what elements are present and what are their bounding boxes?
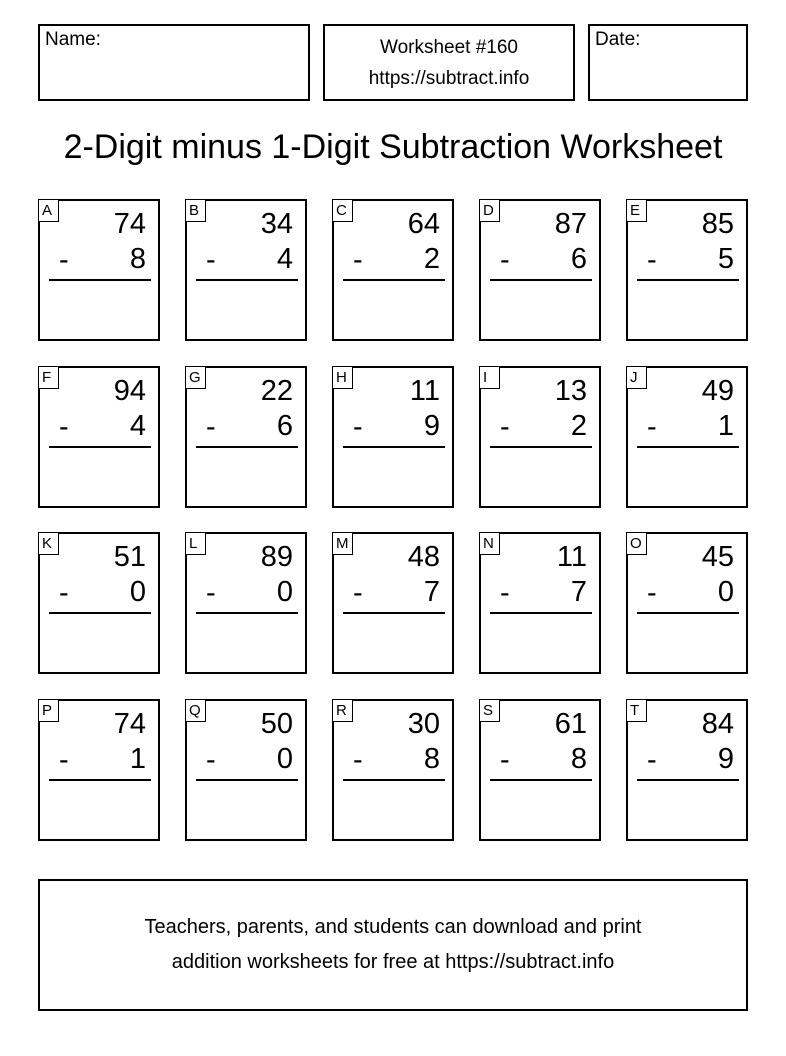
problem-subtrahend: 0: [717, 576, 734, 608]
answer-line: [490, 279, 592, 281]
problem-subtrahend: 2: [570, 410, 587, 442]
problem-card[interactable]: [332, 366, 454, 508]
problem-minuend: 74: [113, 708, 146, 740]
minus-sign: -: [647, 244, 657, 276]
problem-subtrahend: 8: [423, 743, 440, 775]
problem-card[interactable]: [626, 699, 748, 841]
minus-sign: -: [353, 244, 363, 276]
problem-card[interactable]: [479, 199, 601, 341]
problem-letter: N: [479, 532, 500, 555]
problem-card[interactable]: [38, 366, 160, 508]
problem-card[interactable]: [626, 366, 748, 508]
answer-line: [196, 779, 298, 781]
minus-sign: -: [353, 411, 363, 443]
minus-sign: -: [206, 244, 216, 276]
footer-line-1: Teachers, parents, and students can download and print: [144, 916, 642, 938]
problem-letter: H: [332, 366, 353, 389]
minus-sign: -: [647, 411, 657, 443]
problem-letter: O: [626, 532, 647, 555]
problem-letter: M: [332, 532, 353, 555]
minus-sign: -: [500, 577, 510, 609]
problem-minuend: 84: [701, 708, 734, 740]
answer-line: [343, 612, 445, 614]
answer-line: [490, 446, 592, 448]
minus-sign: -: [59, 411, 69, 443]
problem-minuend: 48: [407, 541, 440, 573]
problem-minuend: 22: [260, 375, 293, 407]
answer-line: [490, 612, 592, 614]
answer-line: [49, 779, 151, 781]
minus-sign: -: [59, 244, 69, 276]
problem-subtrahend: 6: [276, 410, 293, 442]
answer-line: [49, 279, 151, 281]
problem-card[interactable]: [479, 699, 601, 841]
problem-card[interactable]: [626, 199, 748, 341]
problem-minuend: 87: [554, 208, 587, 240]
problem-letter: C: [332, 199, 353, 222]
problem-minuend: 11: [556, 541, 587, 573]
problem-card[interactable]: [479, 366, 601, 508]
page-title: 2-Digit minus 1-Digit Subtraction Worksheet: [63, 128, 723, 166]
minus-sign: -: [353, 744, 363, 776]
problem-subtrahend: 8: [129, 243, 146, 275]
answer-line: [49, 446, 151, 448]
problem-minuend: 30: [407, 708, 440, 740]
answer-line: [490, 779, 592, 781]
problem-subtrahend: 0: [129, 576, 146, 608]
minus-sign: -: [353, 577, 363, 609]
problem-card[interactable]: [332, 199, 454, 341]
answer-line: [196, 446, 298, 448]
problem-minuend: 50: [260, 708, 293, 740]
answer-line: [343, 779, 445, 781]
answer-line: [343, 279, 445, 281]
problem-subtrahend: 7: [570, 576, 587, 608]
problem-minuend: 49: [701, 375, 734, 407]
problem-minuend: 34: [260, 208, 293, 240]
problem-subtrahend: 0: [276, 743, 293, 775]
minus-sign: -: [500, 244, 510, 276]
problem-letter: B: [185, 199, 206, 222]
date-label: Date:: [595, 29, 641, 50]
problem-card[interactable]: [479, 532, 601, 674]
problem-minuend: 45: [701, 541, 734, 573]
minus-sign: -: [59, 744, 69, 776]
problem-minuend: 11: [409, 375, 440, 407]
problem-subtrahend: 1: [129, 743, 146, 775]
problem-letter: R: [332, 699, 353, 722]
problem-subtrahend: 1: [717, 410, 734, 442]
problem-letter: S: [479, 699, 500, 722]
answer-line: [637, 612, 739, 614]
minus-sign: -: [206, 411, 216, 443]
problem-letter: E: [626, 199, 647, 222]
answer-line: [196, 612, 298, 614]
minus-sign: -: [647, 577, 657, 609]
answer-line: [637, 779, 739, 781]
problem-letter: G: [185, 366, 206, 389]
answer-line: [637, 279, 739, 281]
minus-sign: -: [500, 411, 510, 443]
problem-letter: J: [626, 366, 647, 389]
problem-card[interactable]: [185, 532, 307, 674]
problem-letter: F: [38, 366, 59, 389]
problem-subtrahend: 8: [570, 743, 587, 775]
name-label: Name:: [45, 29, 101, 50]
problem-card[interactable]: [38, 699, 160, 841]
problem-letter: A: [38, 199, 59, 222]
answer-line: [49, 612, 151, 614]
minus-sign: -: [500, 744, 510, 776]
problem-minuend: 94: [113, 375, 146, 407]
problem-letter: D: [479, 199, 500, 222]
worksheet-number: Worksheet #160: [379, 37, 518, 58]
problem-subtrahend: 4: [129, 410, 146, 442]
problem-letter: P: [38, 699, 59, 722]
problem-card[interactable]: [185, 699, 307, 841]
problem-subtrahend: 7: [423, 576, 440, 608]
problem-card[interactable]: [185, 199, 307, 341]
problem-subtrahend: 9: [423, 410, 440, 442]
answer-line: [196, 279, 298, 281]
footer-line-2: addition worksheets for free at https://subtract.info: [171, 951, 615, 973]
problem-subtrahend: 6: [570, 243, 587, 275]
problem-card[interactable]: [626, 532, 748, 674]
problem-minuend: 64: [407, 208, 440, 240]
answer-line: [637, 446, 739, 448]
minus-sign: -: [206, 577, 216, 609]
minus-sign: -: [59, 577, 69, 609]
problem-subtrahend: 5: [717, 243, 734, 275]
problem-letter: Q: [185, 699, 206, 722]
problem-letter: I: [479, 366, 500, 389]
problem-minuend: 51: [113, 541, 146, 573]
problem-subtrahend: 0: [276, 576, 293, 608]
footer-box: [38, 879, 748, 1011]
problem-minuend: 85: [701, 208, 734, 240]
problem-card[interactable]: [185, 366, 307, 508]
problem-minuend: 61: [554, 708, 587, 740]
problem-card[interactable]: [332, 699, 454, 841]
answer-line: [343, 446, 445, 448]
minus-sign: -: [647, 744, 657, 776]
problem-minuend: 89: [260, 541, 293, 573]
minus-sign: -: [206, 744, 216, 776]
problem-letter: L: [185, 532, 206, 555]
problem-subtrahend: 4: [276, 243, 293, 275]
worksheet-url: https://subtract.info: [368, 68, 530, 89]
problem-letter: K: [38, 532, 59, 555]
problem-subtrahend: 9: [717, 743, 734, 775]
problem-card[interactable]: [38, 199, 160, 341]
problem-minuend: 13: [554, 375, 587, 407]
problem-card[interactable]: [332, 532, 454, 674]
problem-minuend: 74: [113, 208, 146, 240]
problem-letter: T: [626, 699, 647, 722]
problem-subtrahend: 2: [423, 243, 440, 275]
problem-card[interactable]: [38, 532, 160, 674]
